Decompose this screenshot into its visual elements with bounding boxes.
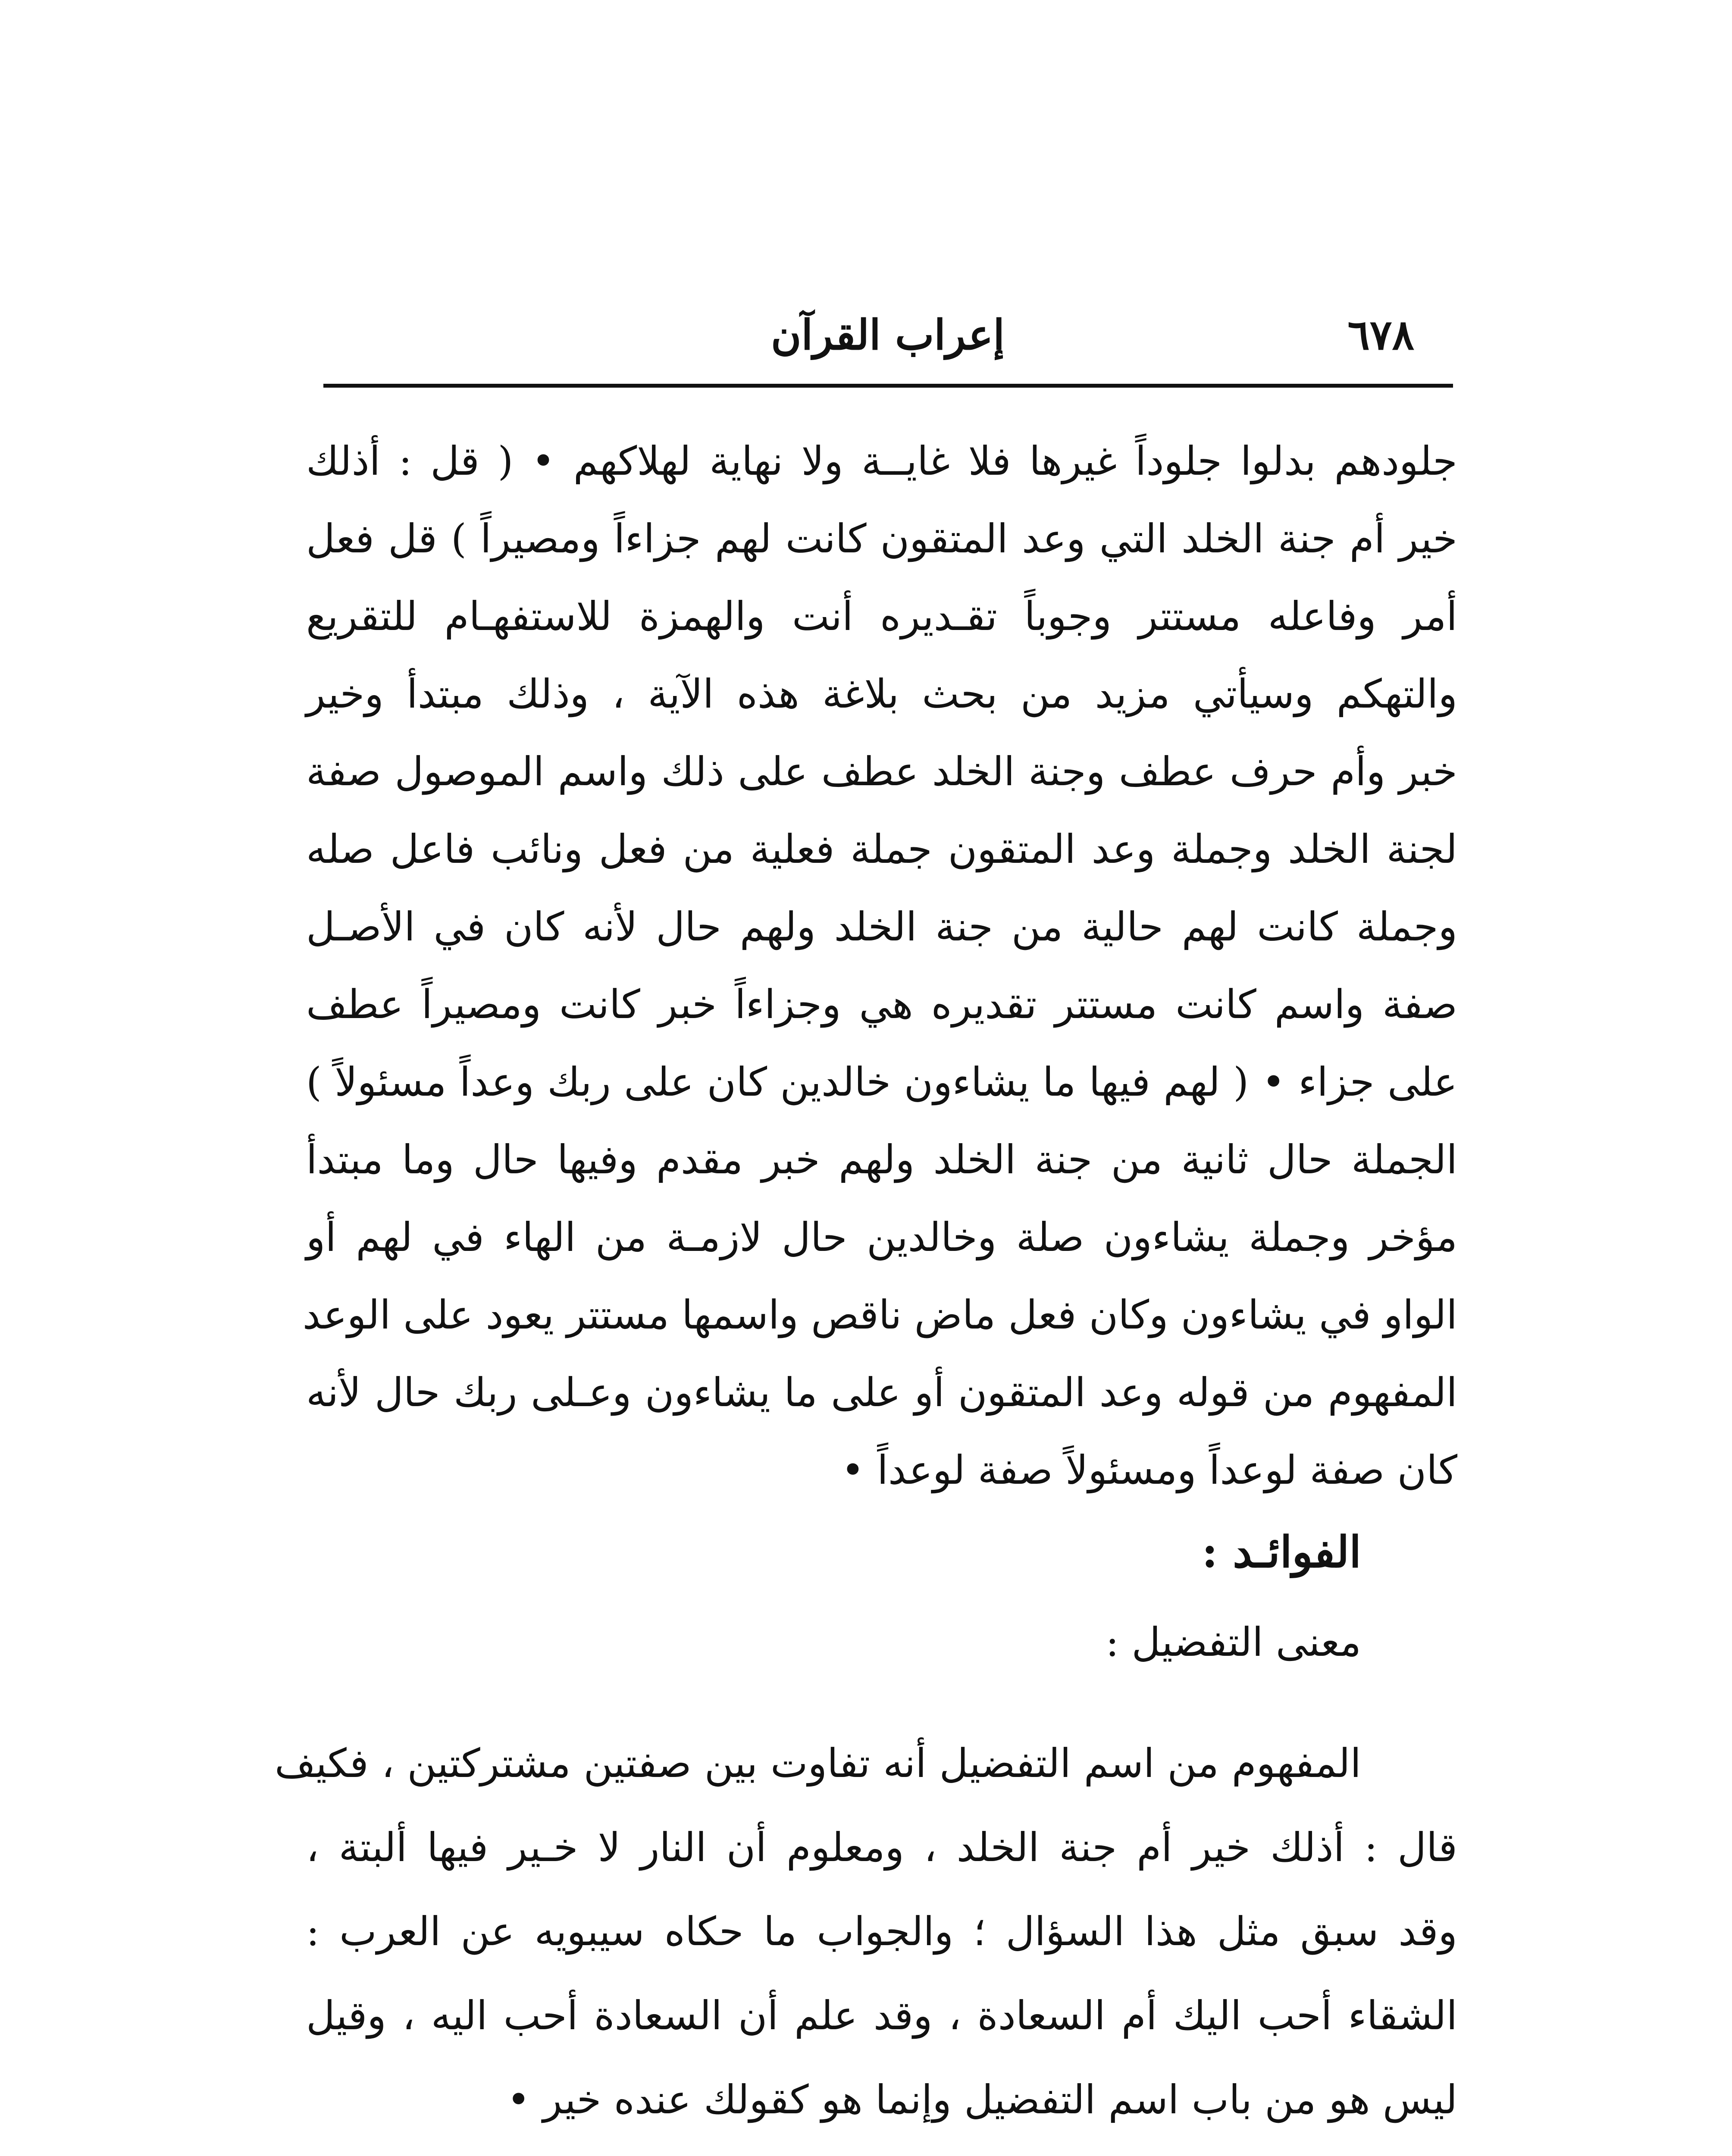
text-line: لجنة الخلد وجملة وعد المتقون جملة فعلية من فعل ونائب فاعل صله [306, 826, 1457, 872]
text-line: خير أم جنة الخلد التي وعد المتقون كانت لهم جزاءاً ومصيراً ) قل فعل [306, 516, 1457, 562]
text-line: خبر وأم حرف عطف وجنة الخلد عطف على ذلك واسم الموصول صفة [306, 749, 1457, 795]
text-line: الشقاء أحب اليك أم السعادة ، وقد علم أن السعادة أحب اليه ، وقيل [306, 1993, 1457, 2039]
text-line: الجملة حال ثانية من جنة الخلد ولهم خبر مقدم وفيها حال وما مبتدأ [306, 1137, 1457, 1183]
text-line: أمر وفاعله مستتر وجوباً تقـديره أنت والهمزة للاستفهـام للتقريع [306, 593, 1457, 639]
text-line: وجملة كانت لهم حالية من جنة الخلد ولهم حال لأنه كان في الأصـل [306, 904, 1457, 950]
page-number: ٦٧٨ [1347, 310, 1414, 359]
text-line: ليس هو من باب اسم التفضيل وإنما هو كقولك عنده خير • [507, 2077, 1457, 2123]
section-subheading: معنى التفضيل : [1106, 1619, 1361, 1665]
text-line: كان صفة لوعداً ومسئولاً صفة لوعداً • [841, 1447, 1457, 1493]
text-line: وقد سبق مثل هذا السؤال ؛ والجواب ما حكاه سيبويه عن العرب : [306, 1908, 1457, 1955]
text-line: الواو في يشاءون وكان فعل ماض ناقص واسمها مستتر يعود على الوعد [302, 1292, 1457, 1338]
section-heading: الفوائـد : [1202, 1526, 1361, 1577]
running-title: إعراب القرآن [770, 310, 1005, 359]
text-line: المفهوم من اسم التفضيل أنه تفاوت بين صفتين مشتركتين ، فكيف [275, 1740, 1361, 1786]
text-line: صفة واسم كانت مستتر تقديره هي وجزاءاً خبر كانت ومصيراً عطف [306, 981, 1457, 1028]
header-rule [323, 384, 1453, 388]
text-line: على جزاء • ( لهم فيها ما يشاءون خالدين كان على ربك وعداً مسئولاً ) [306, 1059, 1457, 1105]
text-line: المفهوم من قوله وعد المتقون أو على ما يشاءون وعـلى ربك حال لأنه [306, 1369, 1457, 1416]
running-header [323, 302, 1453, 367]
text-line: مؤخر وجملة يشاءون صلة وخالدين حال لازمـة من الهاء في لهم أو [306, 1214, 1457, 1260]
text-line: قال : أذلك خير أم جنة الخلد ، ومعلوم أن النار لا خـير فيها ألبتة ، [306, 1824, 1457, 1871]
text-line: والتهكم وسيأتي مزيد من بحث بلاغة هذه الآية ، وذلك مبتدأ وخير [306, 671, 1457, 717]
text-line: جلودهم بدلوا جلوداً غيرها فلا غايــة ولا نهاية لهلاكهم • ( قل : أذلك [306, 438, 1457, 484]
